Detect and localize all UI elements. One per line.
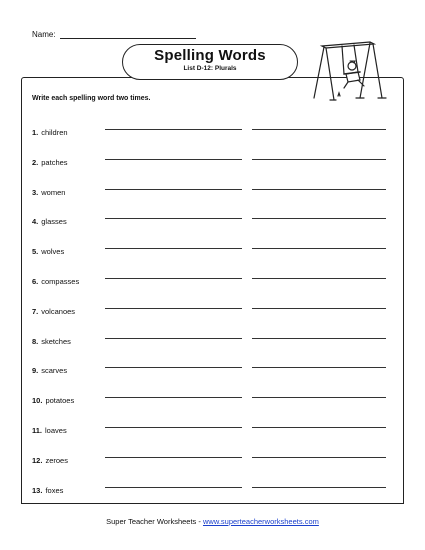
word-label	[32, 331, 71, 349]
write-line-second[interactable]	[252, 487, 386, 488]
word-row	[32, 122, 392, 137]
word-label	[32, 182, 65, 200]
word-number: 12.	[32, 455, 43, 465]
spelling-word: wolves	[41, 247, 65, 257]
word-row	[32, 211, 392, 227]
write-line-first[interactable]	[105, 427, 242, 428]
word-label	[32, 271, 79, 289]
word-label	[32, 241, 64, 259]
word-row	[32, 331, 392, 346]
spelling-word: glasses	[41, 217, 67, 227]
spelling-word: scarves	[41, 366, 68, 376]
word-label	[32, 301, 75, 319]
write-line-first[interactable]	[105, 367, 242, 368]
write-line-first[interactable]	[105, 338, 242, 339]
spelling-word: women	[41, 187, 66, 197]
write-line-first[interactable]	[105, 457, 242, 458]
write-line-first[interactable]	[105, 487, 242, 488]
write-line-second[interactable]	[252, 338, 386, 339]
write-line-first[interactable]	[105, 278, 242, 279]
word-row	[32, 182, 392, 197]
spelling-word: compasses	[41, 277, 80, 286]
footer-link[interactable]: www.superteacherworksheets.com	[202, 517, 319, 526]
word-number: 1.	[32, 128, 39, 137]
word-row	[32, 271, 392, 286]
word-number: 8.	[32, 336, 39, 346]
spelling-word: volcanoes	[41, 306, 76, 316]
swingset-illustration	[308, 36, 388, 108]
word-label	[32, 122, 68, 140]
word-label	[32, 420, 67, 438]
word-number: 13.	[32, 485, 43, 495]
write-line-second[interactable]	[252, 427, 386, 428]
word-number: 4.	[32, 217, 39, 227]
word-label	[32, 390, 74, 408]
word-label	[32, 152, 68, 170]
list-subtitle: List D-12: Plurals	[183, 65, 237, 72]
word-number: 2.	[32, 157, 39, 167]
page-title: Spelling Words	[154, 47, 266, 64]
spelling-word: zeroes	[45, 455, 68, 465]
word-number: 10.	[32, 396, 43, 406]
write-line-second[interactable]	[252, 457, 386, 458]
write-line-second[interactable]	[252, 248, 386, 249]
write-line-first[interactable]	[105, 308, 242, 309]
word-row	[32, 360, 392, 376]
word-number: 11.	[32, 426, 43, 435]
word-row	[32, 390, 392, 406]
worksheet-frame	[21, 77, 404, 504]
word-label	[32, 211, 67, 229]
spelling-word: loaves	[45, 426, 67, 435]
instructions: Write each spelling word two times.	[32, 95, 151, 102]
word-label	[32, 360, 67, 378]
word-number: 9.	[32, 366, 39, 376]
name-label: Name:	[32, 30, 56, 39]
write-line-second[interactable]	[252, 367, 386, 368]
write-line-first[interactable]	[105, 189, 242, 190]
word-number: 7.	[32, 306, 39, 316]
word-row	[32, 301, 392, 316]
spelling-word: sketches	[41, 336, 71, 346]
word-row	[32, 152, 392, 167]
write-line-second[interactable]	[252, 189, 386, 190]
write-line-first[interactable]	[105, 218, 242, 219]
spelling-word: potatoes	[45, 396, 75, 406]
spelling-word: foxes	[45, 485, 64, 495]
write-line-first[interactable]	[105, 248, 242, 249]
word-number: 3.	[32, 187, 39, 197]
write-line-second[interactable]	[252, 159, 386, 160]
word-label	[32, 480, 63, 498]
footer-text: Super Teacher Worksheets -	[106, 517, 203, 526]
write-line-second[interactable]	[252, 397, 386, 398]
name-field-row	[32, 30, 196, 39]
spelling-word: patches	[41, 157, 68, 167]
write-line-second[interactable]	[252, 129, 386, 130]
word-row	[32, 450, 392, 465]
word-row	[32, 480, 392, 495]
spelling-word: children	[41, 128, 68, 137]
write-line-second[interactable]	[252, 308, 386, 309]
word-label	[32, 450, 68, 468]
write-line-second[interactable]	[252, 278, 386, 279]
word-row	[32, 420, 392, 435]
name-line[interactable]	[60, 30, 196, 39]
word-row	[32, 241, 392, 257]
write-line-first[interactable]	[105, 159, 242, 160]
word-number: 6.	[32, 277, 39, 286]
footer	[0, 517, 425, 526]
word-number: 5.	[32, 247, 39, 257]
write-line-first[interactable]	[105, 397, 242, 398]
write-line-first[interactable]	[105, 129, 242, 130]
title-box	[122, 44, 298, 80]
write-line-second[interactable]	[252, 218, 386, 219]
